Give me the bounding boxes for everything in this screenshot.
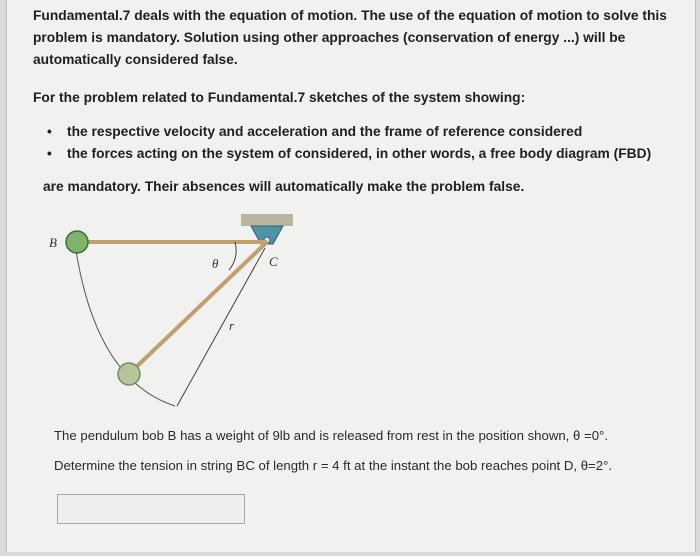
- list-item: [47, 143, 667, 165]
- instructions-paragraph: Fundamental.7 deals with the equation of motion. The use of the equation of motion to solve this problem is mandatory. Solution using other approaches (conservation of energy ...) will be automatically considered false.: [33, 8, 667, 67]
- bob-displaced: [118, 363, 140, 385]
- list-item-text: the respective velocity and acceleration and the frame of reference considered: [67, 124, 583, 139]
- label-c: C: [269, 254, 278, 269]
- problem-question: Determine the tension in string BC of length r = 4 ft at the instant the bob reaches point D, θ=2°.: [54, 458, 613, 473]
- list-item: [47, 121, 667, 143]
- requirement-list: [47, 121, 667, 165]
- sketch-requirement-intro: For the problem related to Fundamental.7 sketches of the system showing:: [33, 90, 526, 105]
- label-theta: θ: [212, 256, 219, 271]
- ceiling-support: [241, 214, 293, 226]
- mandatory-note: are mandatory. Their absences will automatically make the problem false.: [43, 179, 525, 194]
- radius-line: [177, 248, 265, 406]
- label-b: B: [49, 235, 57, 250]
- problem-sheet: [6, 0, 696, 552]
- string-displaced: [131, 242, 267, 372]
- bullet-icon: •: [47, 146, 52, 161]
- bullet-icon: •: [47, 124, 52, 139]
- angle-arc: [229, 242, 236, 270]
- pendulum-diagram: [7, 200, 695, 430]
- answer-input[interactable]: [57, 494, 245, 524]
- bob-initial: [66, 231, 88, 253]
- list-item-text: the forces acting on the system of considered, in other words, a free body diagram (FBD): [67, 146, 652, 161]
- label-r: r: [229, 318, 235, 333]
- problem-statement: The pendulum bob B has a weight of 9lb and is released from rest in the position shown, θ =0°.: [54, 428, 608, 443]
